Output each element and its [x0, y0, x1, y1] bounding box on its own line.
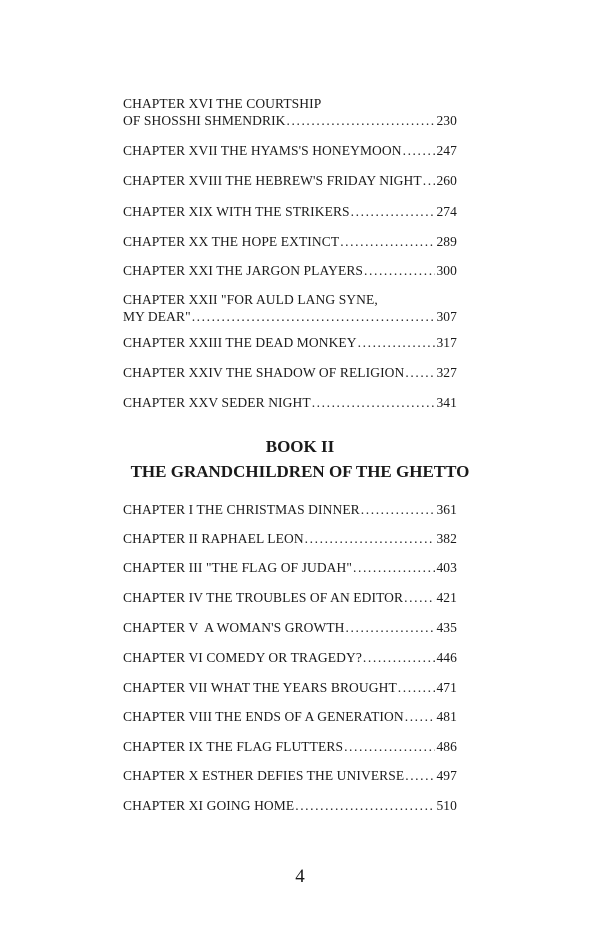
- toc-entry-page: 341: [436, 395, 457, 410]
- dot-leader: [192, 308, 436, 325]
- toc-entry-title: CHAPTER II RAPHAEL LEON: [123, 531, 304, 546]
- toc-entry-page: 471: [436, 680, 457, 695]
- toc-entry-title: CHAPTER XXIII THE DEAD MONKEY: [123, 335, 357, 350]
- toc-entry-title: CHAPTER XI GOING HOME: [123, 798, 295, 813]
- toc-entry-title: CHAPTER V A WOMAN'S GROWTH: [123, 620, 345, 635]
- dot-leader: [353, 559, 435, 576]
- toc-entry-page: 307: [436, 309, 457, 324]
- toc-entry-title: CHAPTER VIII THE ENDS OF A GENERATION: [123, 709, 404, 724]
- toc-entry-page: 274: [436, 204, 457, 219]
- dot-leader: [305, 530, 436, 547]
- toc-entry-chapter-viii[interactable]: [123, 708, 457, 725]
- dot-leader: [351, 203, 436, 220]
- toc-entry-page: 230: [436, 113, 457, 128]
- toc-entry-chapter-ii[interactable]: [123, 530, 457, 547]
- toc-entry-page: 446: [436, 650, 457, 665]
- toc-entry-page: 510: [436, 798, 457, 813]
- dot-leader: [295, 797, 435, 814]
- toc-entry-title: CHAPTER VII WHAT THE YEARS BROUGHT: [123, 680, 397, 695]
- toc-entry-page: 481: [436, 709, 457, 724]
- page-number: 4: [295, 866, 305, 887]
- dot-leader: [405, 364, 435, 381]
- toc-entry-chapter-vii[interactable]: [123, 679, 457, 696]
- toc-entry-title: CHAPTER XX THE HOPE EXTINCT: [123, 234, 340, 249]
- dot-leader: [346, 619, 436, 636]
- toc-entry-page: 382: [436, 531, 457, 546]
- toc-entry-chapter-xxii[interactable]: [123, 291, 457, 325]
- toc-entry-page: 361: [436, 502, 457, 517]
- toc-entry-title: CHAPTER XIX WITH THE STRIKERS: [123, 204, 350, 219]
- toc-entry-chapter-i[interactable]: [123, 501, 457, 518]
- toc-entry-title: MY DEAR": [123, 309, 191, 324]
- toc-entry-chapter-xxiv[interactable]: [123, 364, 457, 381]
- dot-leader: [405, 767, 435, 784]
- toc-entry-title: CHAPTER XVIII THE HEBREW'S FRIDAY NIGHT: [123, 173, 422, 188]
- dot-leader: [344, 738, 435, 755]
- toc-entry-page: 486: [436, 739, 457, 754]
- toc-entry-title: CHAPTER VI COMEDY OR TRAGEDY?: [123, 650, 362, 665]
- dot-leader: [312, 394, 436, 411]
- book-heading: BOOK II: [265, 437, 335, 456]
- dot-leader: [340, 233, 435, 250]
- dot-leader: [364, 262, 435, 279]
- dot-leader: [403, 142, 436, 159]
- toc-entry-page: 300: [436, 263, 457, 278]
- toc-entry-title: CHAPTER XXIV THE SHADOW OF RELIGION: [123, 365, 405, 380]
- dot-leader: [361, 501, 436, 518]
- toc-entry-chapter-v[interactable]: [123, 619, 457, 636]
- toc-entry-page: 289: [436, 234, 457, 249]
- toc-entry-chapter-xx[interactable]: [123, 233, 457, 250]
- toc-entry-title: CHAPTER XVII THE HYAMS'S HONEYMOON: [123, 143, 402, 158]
- toc-entry-page: 327: [436, 365, 457, 380]
- toc-entry-title-line: CHAPTER XXII "FOR AULD LANG SYNE,: [123, 292, 378, 307]
- toc-entry-title: CHAPTER III "THE FLAG OF JUDAH": [123, 560, 352, 575]
- toc-entry-chapter-xxv[interactable]: [123, 394, 457, 411]
- toc-entry-chapter-xxiii[interactable]: [123, 334, 457, 351]
- toc-entry-chapter-iii[interactable]: [123, 559, 457, 576]
- toc-entry-title-line: CHAPTER XVI THE COURTSHIP: [123, 96, 322, 111]
- toc-entry-page: 317: [436, 335, 457, 350]
- toc-entry-page: 247: [436, 143, 457, 158]
- toc-entry-page: 403: [436, 560, 457, 575]
- toc-entry-chapter-xvii[interactable]: [123, 142, 457, 159]
- dot-leader: [405, 708, 436, 725]
- toc-entry-title: OF SHOSSHI SHMENDRIK: [123, 113, 286, 128]
- toc-entry-chapter-xvi[interactable]: [123, 95, 457, 129]
- toc-entry-page: 497: [436, 768, 457, 783]
- dot-leader: [398, 679, 436, 696]
- toc-entry-chapter-iv[interactable]: [123, 589, 457, 606]
- toc-entry-title: CHAPTER XXV SEDER NIGHT: [123, 395, 311, 410]
- toc-entry-title: CHAPTER I THE CHRISTMAS DINNER: [123, 502, 360, 517]
- toc-entry-title: CHAPTER IV THE TROUBLES OF AN EDITOR: [123, 590, 404, 605]
- dot-leader: [358, 334, 436, 351]
- toc-entry-title: CHAPTER IX THE FLAG FLUTTERS: [123, 739, 344, 754]
- toc-entry-chapter-xviii[interactable]: [123, 172, 457, 189]
- toc-entry-chapter-x[interactable]: [123, 767, 457, 784]
- toc-entry-chapter-xxi[interactable]: [123, 262, 457, 279]
- dot-leader: [404, 589, 435, 606]
- dot-leader: [287, 112, 436, 129]
- toc-entry-page: 260: [436, 173, 457, 188]
- toc-entry-chapter-vi[interactable]: [123, 649, 457, 666]
- toc-entry-page: 421: [436, 590, 457, 605]
- toc-entry-chapter-xi[interactable]: [123, 797, 457, 814]
- toc-entry-chapter-xix[interactable]: [123, 203, 457, 220]
- dot-leader: [423, 172, 436, 189]
- dot-leader: [363, 649, 436, 666]
- toc-entry-page: 435: [436, 620, 457, 635]
- toc-entry-title: CHAPTER XXI THE JARGON PLAYERS: [123, 263, 364, 278]
- toc-entry-title: CHAPTER X ESTHER DEFIES THE UNIVERSE: [123, 768, 405, 783]
- toc-entry-chapter-ix[interactable]: [123, 738, 457, 755]
- book-subtitle: THE GRANDCHILDREN OF THE GHETTO: [130, 462, 470, 481]
